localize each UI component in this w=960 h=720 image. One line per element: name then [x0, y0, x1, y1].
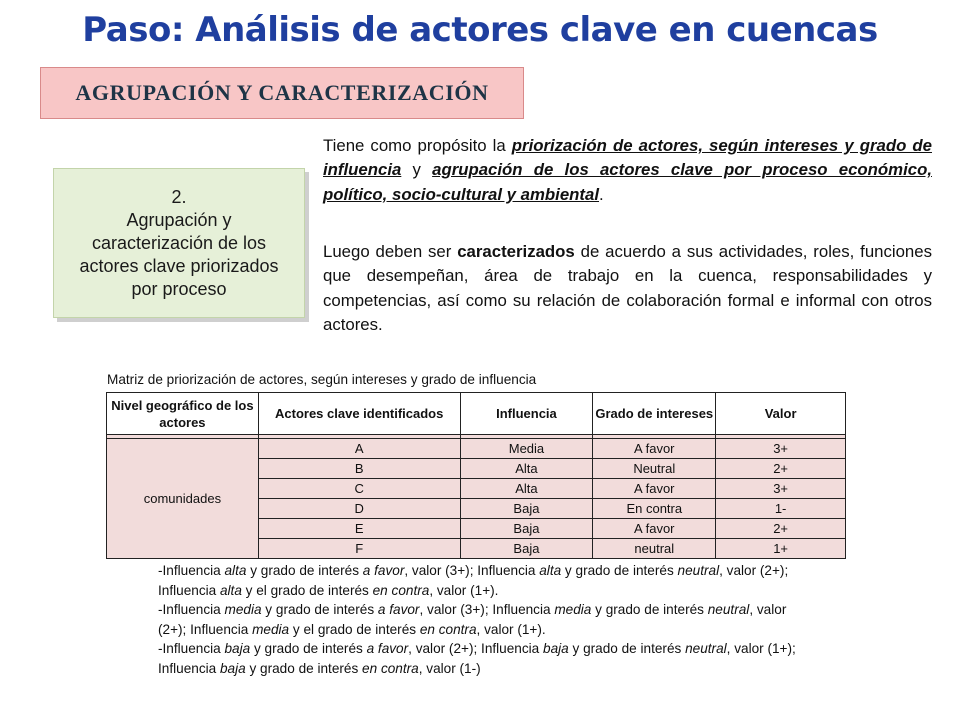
scoring-note-text: Influencia	[158, 582, 220, 598]
cell-interes: En contra	[593, 499, 716, 519]
cell-interes: A favor	[593, 519, 716, 539]
purpose-emphasis-priorizacion: priorización de actores, según intereses y grado de influencia	[323, 136, 932, 180]
scoring-note-text: , valor (1+).	[429, 582, 499, 598]
scoring-note-line	[158, 620, 848, 640]
scoring-note-text: -Influencia	[158, 563, 225, 578]
scoring-note-emphasis: en contra	[419, 621, 477, 637]
table-header-row	[107, 393, 846, 435]
cell-influencia: Baja	[460, 499, 593, 519]
scoring-note-emphasis: neutral	[707, 602, 750, 618]
scoring-note-emphasis: media	[252, 621, 290, 637]
cell-interes: neutral	[593, 539, 716, 559]
column-header-interes: Grado de intereses	[593, 393, 716, 435]
column-header-valor: Valor	[716, 393, 846, 435]
cell-influencia: Baja	[460, 539, 593, 559]
cell-valor: 3+	[716, 479, 846, 499]
purpose-emphasis-agrupacion: agrupación de los actores clave por proceso económico, político, socio-cultural y ambiental	[323, 160, 932, 204]
cell-influencia: Media	[460, 439, 593, 459]
scoring-note-text: , valor (1-)	[418, 660, 481, 676]
step-box-line: actores clave priorizados	[79, 255, 279, 276]
scoring-note-emphasis: neutral	[677, 563, 720, 578]
scoring-note-text: Influencia	[158, 660, 220, 676]
step-box	[53, 168, 305, 318]
cell-interes: A favor	[593, 479, 716, 499]
characterization-bold: caracterizados	[457, 242, 575, 261]
characterization-paragraph	[323, 240, 932, 337]
scoring-note-emphasis: baja	[543, 641, 569, 657]
scoring-note-text: y grado de interés	[246, 563, 363, 578]
step-box-line: por proceso	[131, 278, 227, 299]
table-caption: Matriz de priorización de actores, según intereses y grado de influencia	[107, 372, 537, 387]
cell-valor: 3+	[716, 439, 846, 459]
step-box-line: 2.	[171, 186, 187, 207]
cell-actor: C	[258, 479, 460, 499]
scoring-note-line	[158, 639, 848, 659]
scoring-note-text: , valor (2+); Influencia	[408, 641, 544, 657]
scoring-note-emphasis: a favor	[362, 563, 405, 578]
scoring-note-text: , valor (3+); Influencia	[404, 563, 540, 578]
scoring-note-text: y el grado de interés	[241, 582, 373, 598]
cell-valor: 2+	[716, 519, 846, 539]
cell-interes: A favor	[593, 439, 716, 459]
purpose-text: Tiene como propósito la	[323, 136, 512, 155]
cell-actor: A	[258, 439, 460, 459]
scoring-note-text: , valor (1+).	[476, 621, 546, 637]
scoring-note-emphasis: neutral	[685, 641, 727, 657]
scoring-note-text: (2+); Influencia	[158, 621, 253, 637]
scoring-note-emphasis: en contra	[362, 660, 419, 676]
priority-matrix-table	[106, 392, 846, 559]
purpose-paragraph	[323, 134, 932, 207]
characterization-text: Luego deben ser	[323, 242, 458, 261]
scoring-note-emphasis: media	[224, 602, 262, 618]
scoring-note-emphasis: a favor	[377, 602, 420, 618]
cell-influencia: Alta	[460, 459, 593, 479]
scoring-note-line	[158, 600, 848, 620]
cell-interes: Neutral	[593, 459, 716, 479]
group-cell-nivel: comunidades	[107, 439, 259, 559]
scoring-note-emphasis: en contra	[372, 582, 430, 598]
scoring-note-text: , valor (1+);	[726, 641, 796, 657]
column-header-actores: Actores clave identificados	[258, 393, 460, 435]
scoring-note-text: y el grado de interés	[289, 621, 420, 637]
scoring-note-text: -Influencia	[158, 602, 225, 618]
page-title: Paso: Análisis de actores clave en cuencas	[82, 10, 878, 50]
scoring-note-emphasis: media	[554, 602, 592, 618]
cell-actor: D	[258, 499, 460, 519]
scoring-note-text: , valor	[749, 602, 787, 618]
scoring-note-text: y grado de interés	[561, 563, 678, 578]
scoring-note-text: y grado de interés	[245, 660, 363, 676]
scoring-note-emphasis: a favor	[366, 641, 409, 657]
characterization-text: de acuerdo a sus actividades, roles, funciones que desempeñan, área de trabajo en la cuenca, responsabilidades y competencias, así como su relación de colaboración formal e informal con otros actores.	[323, 242, 932, 334]
scoring-note-text: y grado de interés	[250, 641, 367, 657]
scoring-note-emphasis: alta	[539, 563, 562, 578]
cell-valor: 2+	[716, 459, 846, 479]
cell-valor: 1-	[716, 499, 846, 519]
column-header-influencia: Influencia	[460, 393, 593, 435]
cell-actor: E	[258, 519, 460, 539]
step-box-line: Agrupación y	[126, 209, 232, 230]
scoring-note-emphasis: baja	[219, 660, 246, 676]
scoring-note-emphasis: alta	[224, 563, 247, 578]
cell-influencia: Baja	[460, 519, 593, 539]
column-header-nivel: Nivel geográfico de los actores	[107, 393, 259, 435]
cell-actor: F	[258, 539, 460, 559]
scoring-note-text: y grado de interés	[568, 641, 686, 657]
scoring-note-text: , valor (3+); Influencia	[419, 602, 555, 618]
cell-influencia: Alta	[460, 479, 593, 499]
scoring-note-text: y grado de interés	[261, 602, 378, 618]
scoring-notes	[158, 561, 848, 679]
scoring-note-emphasis: baja	[224, 641, 251, 657]
scoring-note-line	[158, 561, 848, 581]
section-banner	[40, 67, 524, 119]
cell-valor: 1+	[716, 539, 846, 559]
step-box-line: caracterización de los	[91, 232, 267, 253]
scoring-note-text: -Influencia	[158, 641, 225, 657]
purpose-text: y	[401, 160, 433, 180]
scoring-note-text: , valor (2+);	[719, 563, 789, 578]
scoring-note-line	[158, 659, 848, 679]
scoring-note-text: y grado de interés	[591, 602, 708, 618]
scoring-note-emphasis: alta	[219, 582, 242, 598]
purpose-text: .	[599, 184, 604, 204]
section-banner-label: AGRUPACIÓN Y CARACTERIZACIÓN	[75, 80, 489, 105]
table-row	[107, 439, 846, 459]
cell-actor: B	[258, 459, 460, 479]
scoring-note-line	[158, 581, 848, 601]
